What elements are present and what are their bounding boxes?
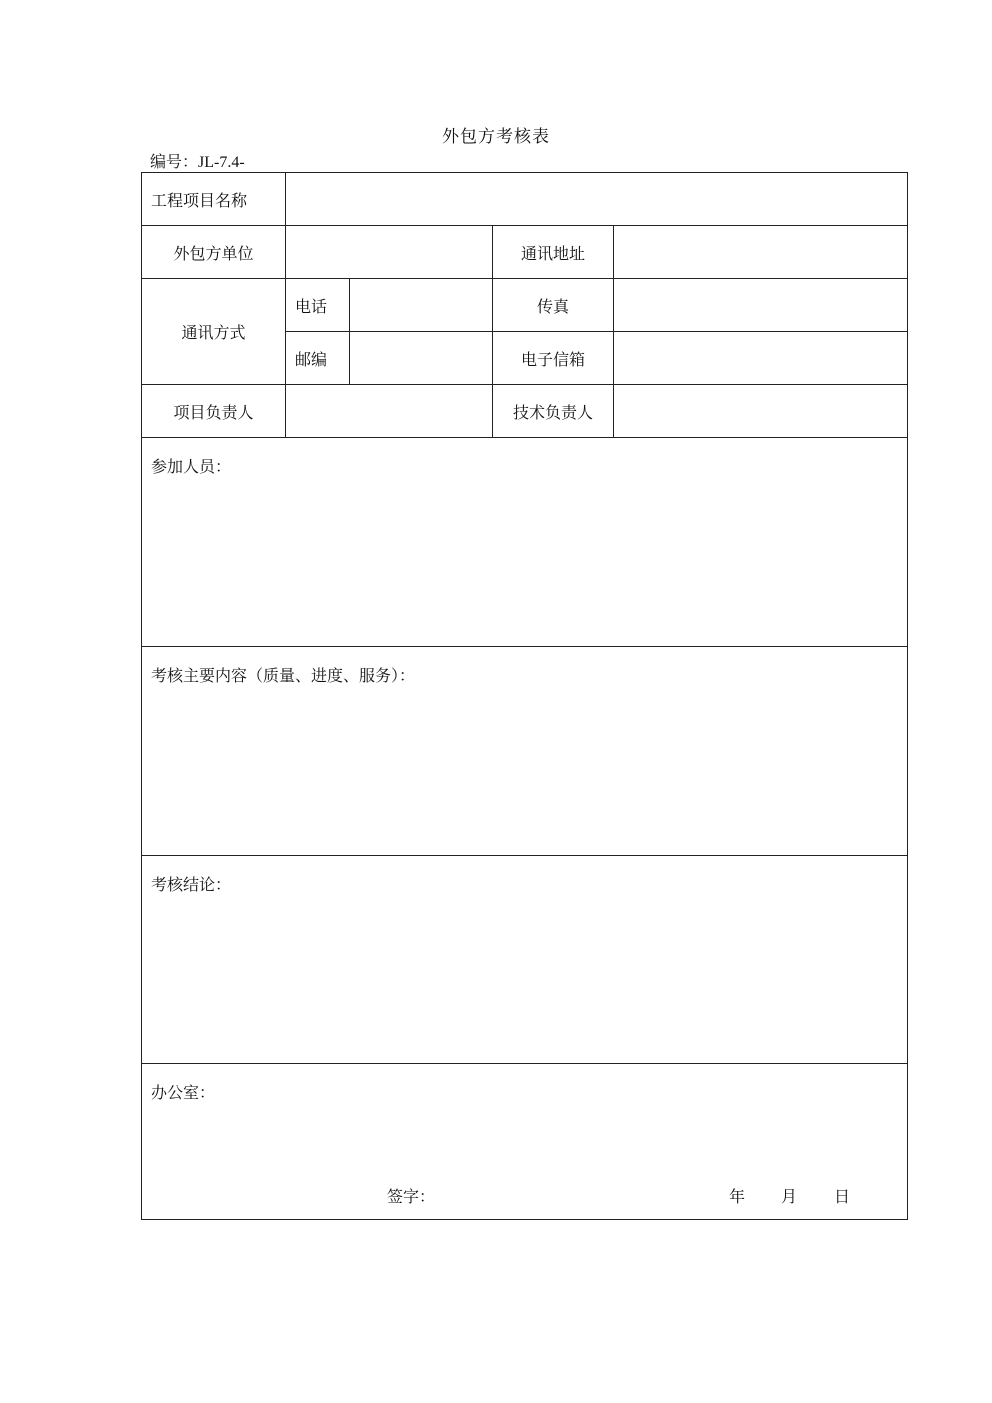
email-label: 电子信箱 [493,332,614,385]
date-year-label: 年 [729,1187,746,1206]
form-code [150,149,245,172]
project-manager-field[interactable] [286,385,493,438]
conclusion-label: 考核结论： [151,875,232,894]
fax-field[interactable] [614,279,908,332]
office-label: 办公室： [151,1083,216,1102]
subcontractor-label: 外包方单位 [142,226,286,279]
tech-manager-label: 技术负责人 [493,385,614,438]
date-day-label: 日 [834,1187,851,1206]
office-block[interactable] [142,1064,908,1220]
row-project-name [142,173,908,226]
subcontractor-field[interactable] [286,226,493,279]
content-label: 考核主要内容（质量、进度、服务）： [151,666,416,685]
postcode-label: 邮编 [286,332,350,385]
row-content [142,647,908,856]
phone-field[interactable] [350,279,493,332]
form-code-value: JL-7.4- [198,154,245,171]
project-name-label: 工程项目名称 [142,173,286,226]
address-label: 通讯地址 [493,226,614,279]
fax-label: 传真 [493,279,614,332]
conclusion-block[interactable] [142,856,908,1064]
form-code-label: 编号： [150,152,199,171]
project-manager-label: 项目负责人 [142,385,286,438]
row-phone [142,279,908,332]
signature-label: 签字： [387,1187,436,1206]
email-field[interactable] [614,332,908,385]
contact-label: 通讯方式 [142,279,286,385]
project-name-field[interactable] [286,173,908,226]
row-conclusion [142,856,908,1064]
row-managers [142,385,908,438]
row-participants [142,438,908,647]
postcode-field[interactable] [350,332,493,385]
participants-block[interactable] [142,438,908,647]
phone-label: 电话 [286,279,350,332]
form-title: 外包方考核表 [442,127,550,147]
row-office [142,1064,908,1220]
address-field[interactable] [614,226,908,279]
tech-manager-field[interactable] [614,385,908,438]
participants-label: 参加人员： [151,457,232,476]
date-month-label: 月 [781,1187,798,1206]
assessment-table [141,172,908,1220]
row-subcontractor [142,226,908,279]
content-block[interactable] [142,647,908,856]
